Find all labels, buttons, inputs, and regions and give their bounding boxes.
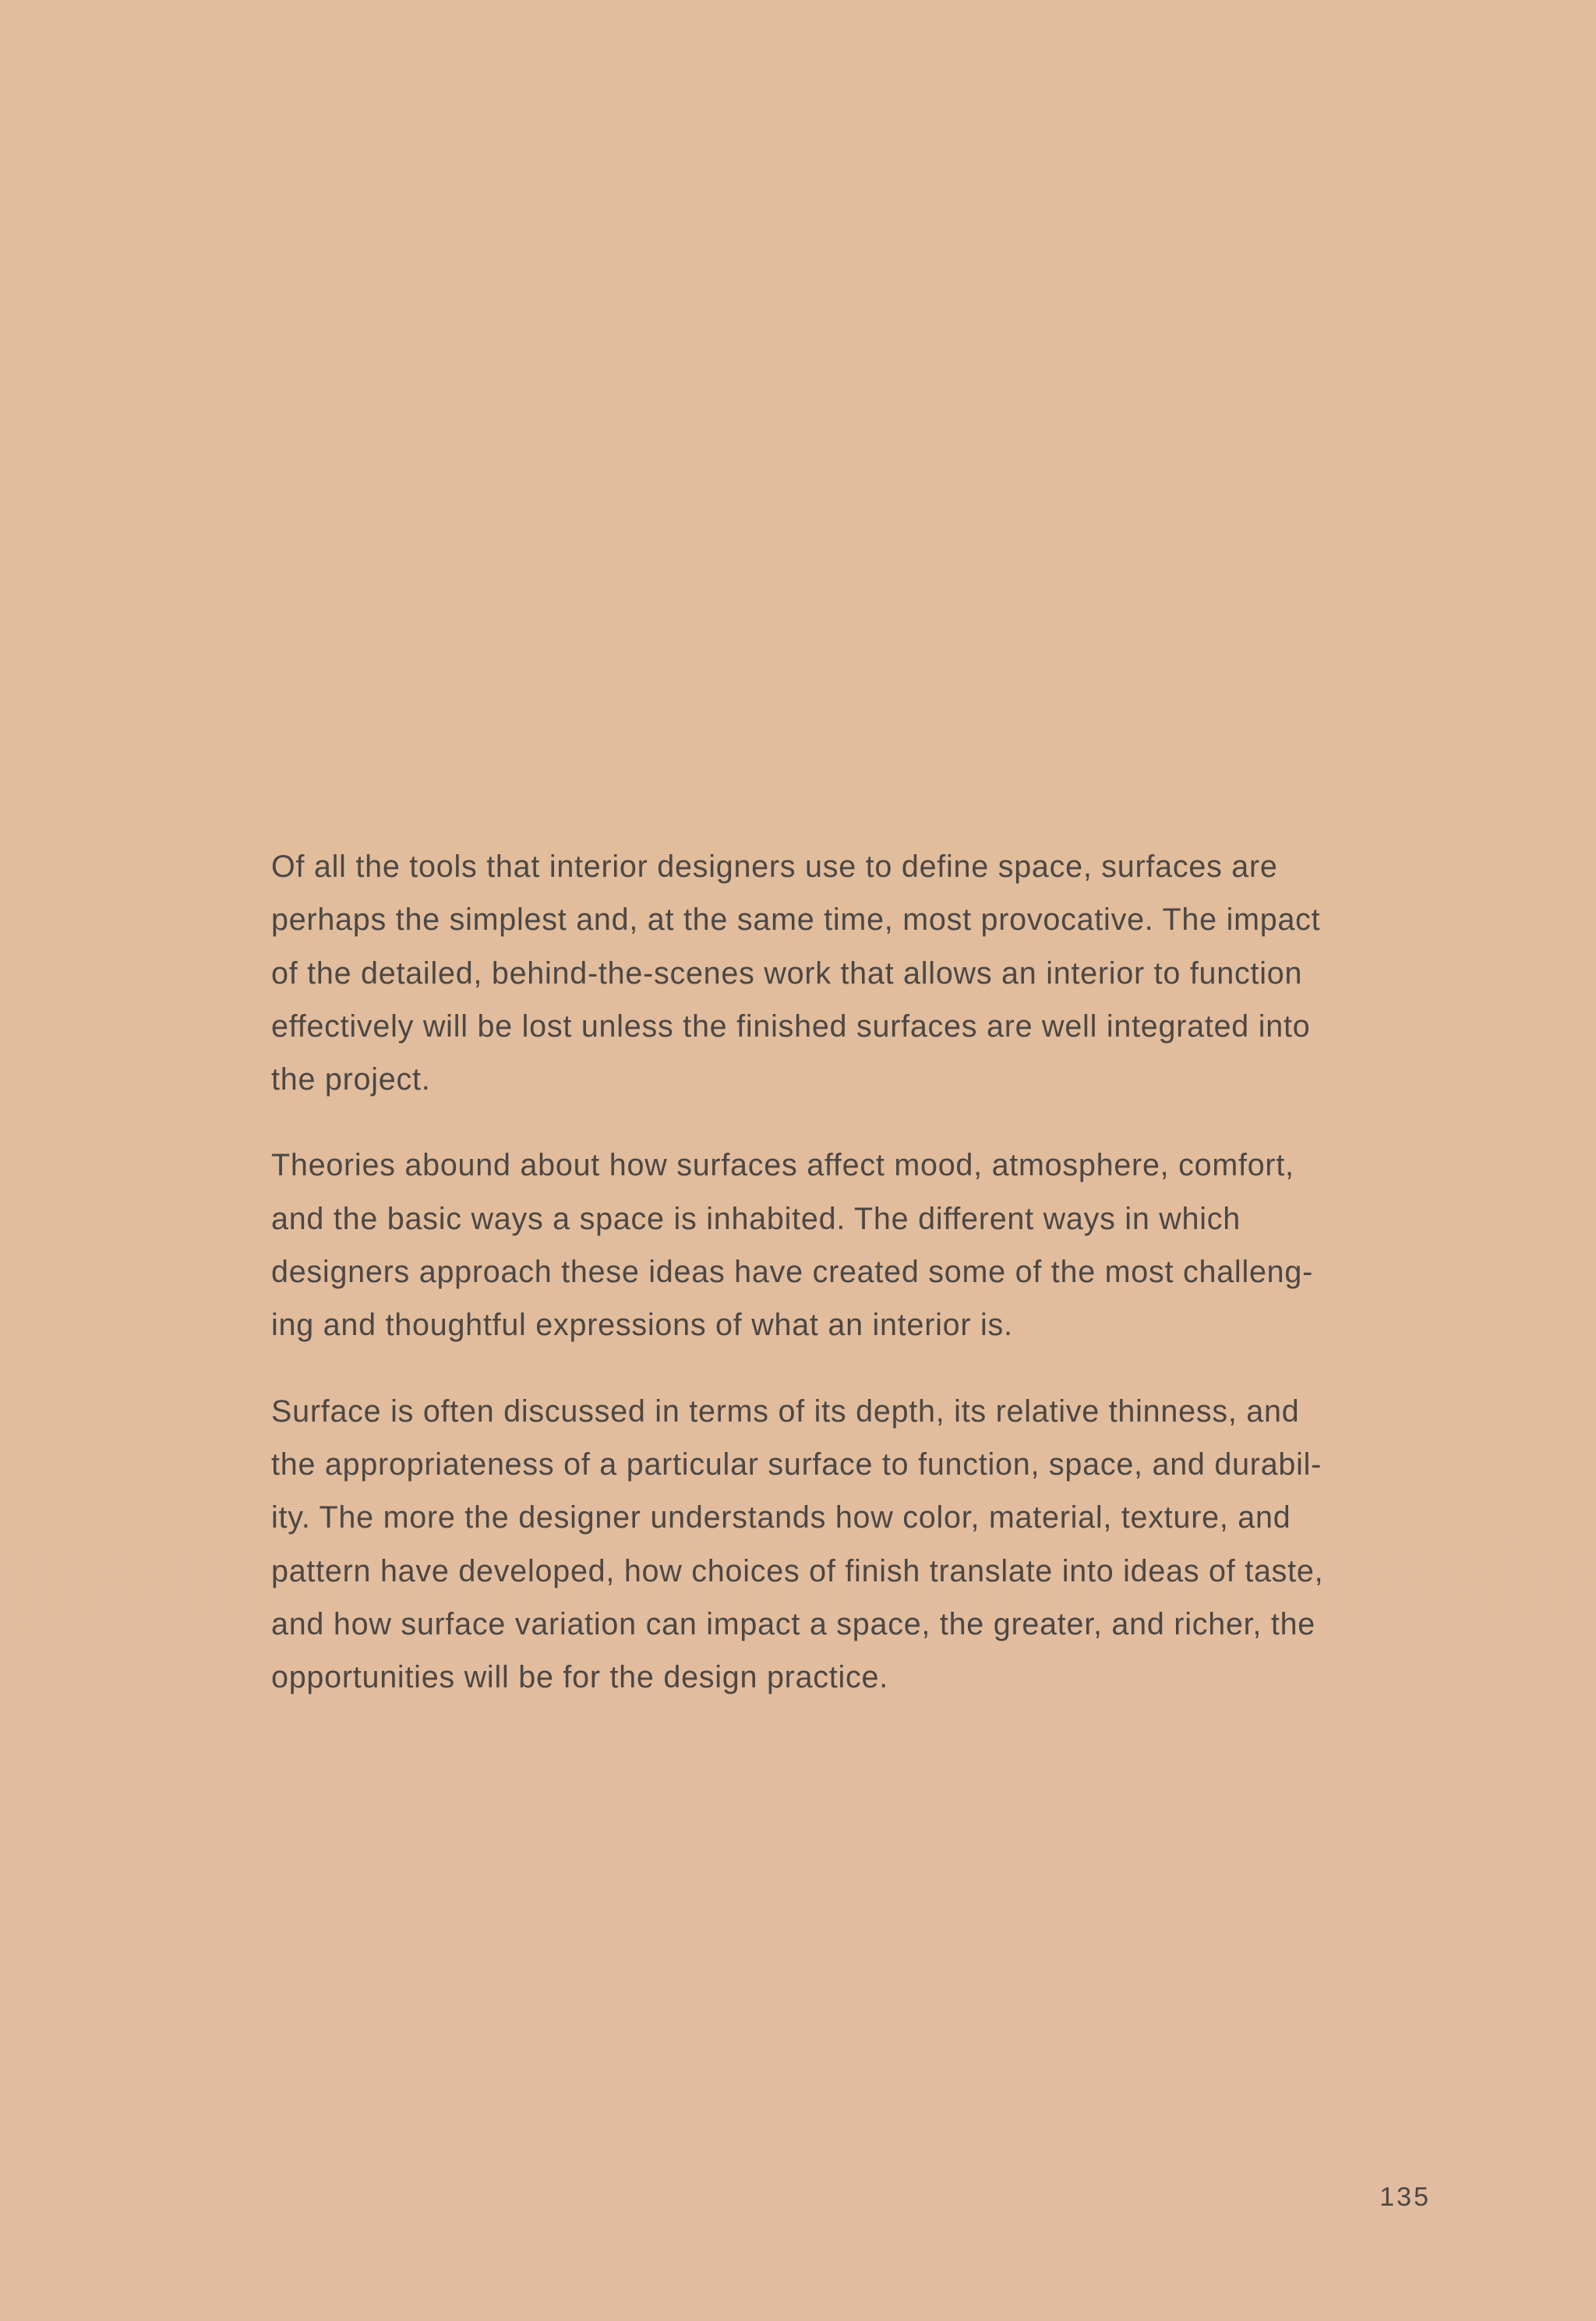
paragraph-line: pattern have developed, how choices of finish translate into ideas of taste, [271,1553,1324,1588]
paragraph-line: Surface is often discussed in terms of its depth, its relative thinness, and [271,1394,1300,1429]
page-number: 135 [1379,2182,1431,2212]
paragraph-line: the appropriateness of a particular surface to function, space, and durabil- [271,1447,1322,1482]
paragraph-line: designers approach these ideas have created some of the most challeng- [271,1255,1314,1290]
paragraph-line: Of all the tools that interior designers use to define space, surfaces are [271,850,1278,884]
paragraph-line: ity. The more the designer understands how color, material, texture, and [271,1500,1291,1535]
paragraph-line: and the basic ways a space is inhabited. The different ways in which [271,1201,1241,1236]
paragraph-line: and how surface variation can impact a space, the greater, and richer, the [271,1606,1316,1641]
paragraph-3 [271,1385,1432,1705]
paragraph-line: the project. [271,1062,431,1097]
paragraph-1 [271,840,1432,1106]
paragraph-line: ing and thoughtful expressions of what an interior is. [271,1308,1013,1343]
paragraph-line: effectively will be lost unless the finished surfaces are well integrated into [271,1009,1311,1044]
paragraph-line: Theories abound about how surfaces affect mood, atmosphere, comfort, [271,1148,1294,1183]
paragraph-2 [271,1139,1432,1351]
paragraph-line: of the detailed, behind-the-scenes work that allows an interior to function [271,956,1303,991]
paragraph-line: opportunities will be for the design practice. [271,1660,889,1695]
paragraph-line: perhaps the simplest and, at the same time, most provocative. The impact [271,903,1321,938]
body-text [271,840,1432,1704]
